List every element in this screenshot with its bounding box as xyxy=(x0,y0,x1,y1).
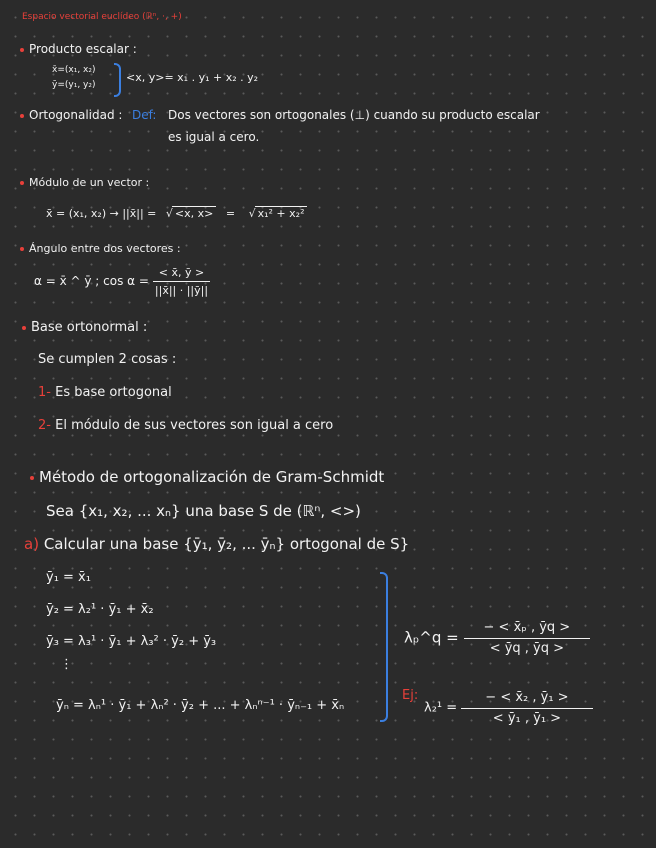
base-item-1: 1- Es base ortogonal xyxy=(38,385,172,400)
gram-eq2: ȳ₂ = λ₂¹ · ȳ₁ + x̄₂ xyxy=(46,602,154,617)
angulo-formula: α = x̄ ^ ȳ ; cos α = $\frac{< x̄, ȳ >}{||x̄|| \cdot ||ȳ||}$ xyxy=(34,266,210,297)
producto-formula: <x, y>= x₁ . y₁ + x₂ . y₂ xyxy=(126,71,259,84)
ortogonalidad-line1: Dos vectores son ortogonales (⊥) cuando su producto escalar xyxy=(168,108,540,122)
ortogonalidad-def-label: Def: xyxy=(132,108,157,122)
base-item-2: 2- El módulo de sus vectores son igual a cero xyxy=(38,418,334,433)
gram-eqn: ȳₙ = λₙ¹ · ȳ₁ + λₙ² · ȳ₂ + ... + λₙⁿ⁻¹ · ȳₙ₋₁ + x̄ₙ xyxy=(56,698,345,713)
producto-vec2: ȳ=(y₁, y₂) xyxy=(52,80,96,90)
gram-sea: Sea {x₁, x₂, ... xₙ} una base S de (ℝⁿ, <>) xyxy=(46,502,361,520)
base-intro: Se cumplen 2 cosas : xyxy=(38,352,177,367)
gram-eq1: ȳ₁ = x̄₁ xyxy=(46,570,91,585)
producto-brace xyxy=(114,63,121,97)
gram-lambda: λₚ^q = $\frac{\text{− < x̄ₚ , ȳq >}}{< ȳq , ȳq >}$ xyxy=(404,620,590,656)
gram-step: a) Calcular una base {ȳ₁, ȳ₂, ... ȳₙ} ortogonal de S} xyxy=(24,535,410,553)
angulo-heading: Ángulo entre dos vectores : xyxy=(20,242,181,255)
gram-brace xyxy=(380,572,388,722)
ortogonalidad-line2: es igual a cero. xyxy=(168,130,260,144)
modulo-heading: Módulo de un vector : xyxy=(20,176,149,189)
gram-dots: ⋮ xyxy=(60,657,73,672)
gram-ej: λ₂¹ = $\frac{\text{− < x̄₂ , ȳ₁ >}}{\text{< ȳ₁ , ȳ₁ >}}$ xyxy=(424,690,593,726)
gram-ej-label: Ej: xyxy=(402,688,419,703)
gram-eq3: ȳ₃ = λ₃¹ · ȳ₁ + λ₃² · ȳ₂ + ȳ₃ xyxy=(46,634,217,649)
page-title: Espacio vectorial euclídeo (ℝⁿ, ·, +) xyxy=(22,12,182,22)
producto-vec1: x̄=(x₁, x₂) xyxy=(52,65,96,75)
base-heading: Base ortonormal : xyxy=(22,320,147,335)
gram-heading: Método de ortogonalización de Gram-Schmidt xyxy=(30,468,384,486)
ortogonalidad-heading: Ortogonalidad : xyxy=(20,108,122,122)
producto-heading: Producto escalar : xyxy=(20,42,137,56)
modulo-formula: x̄ = (x₁, x₂) → ||x̄|| = √ <x, x> = √ x₁² + x₂² xyxy=(46,207,307,220)
